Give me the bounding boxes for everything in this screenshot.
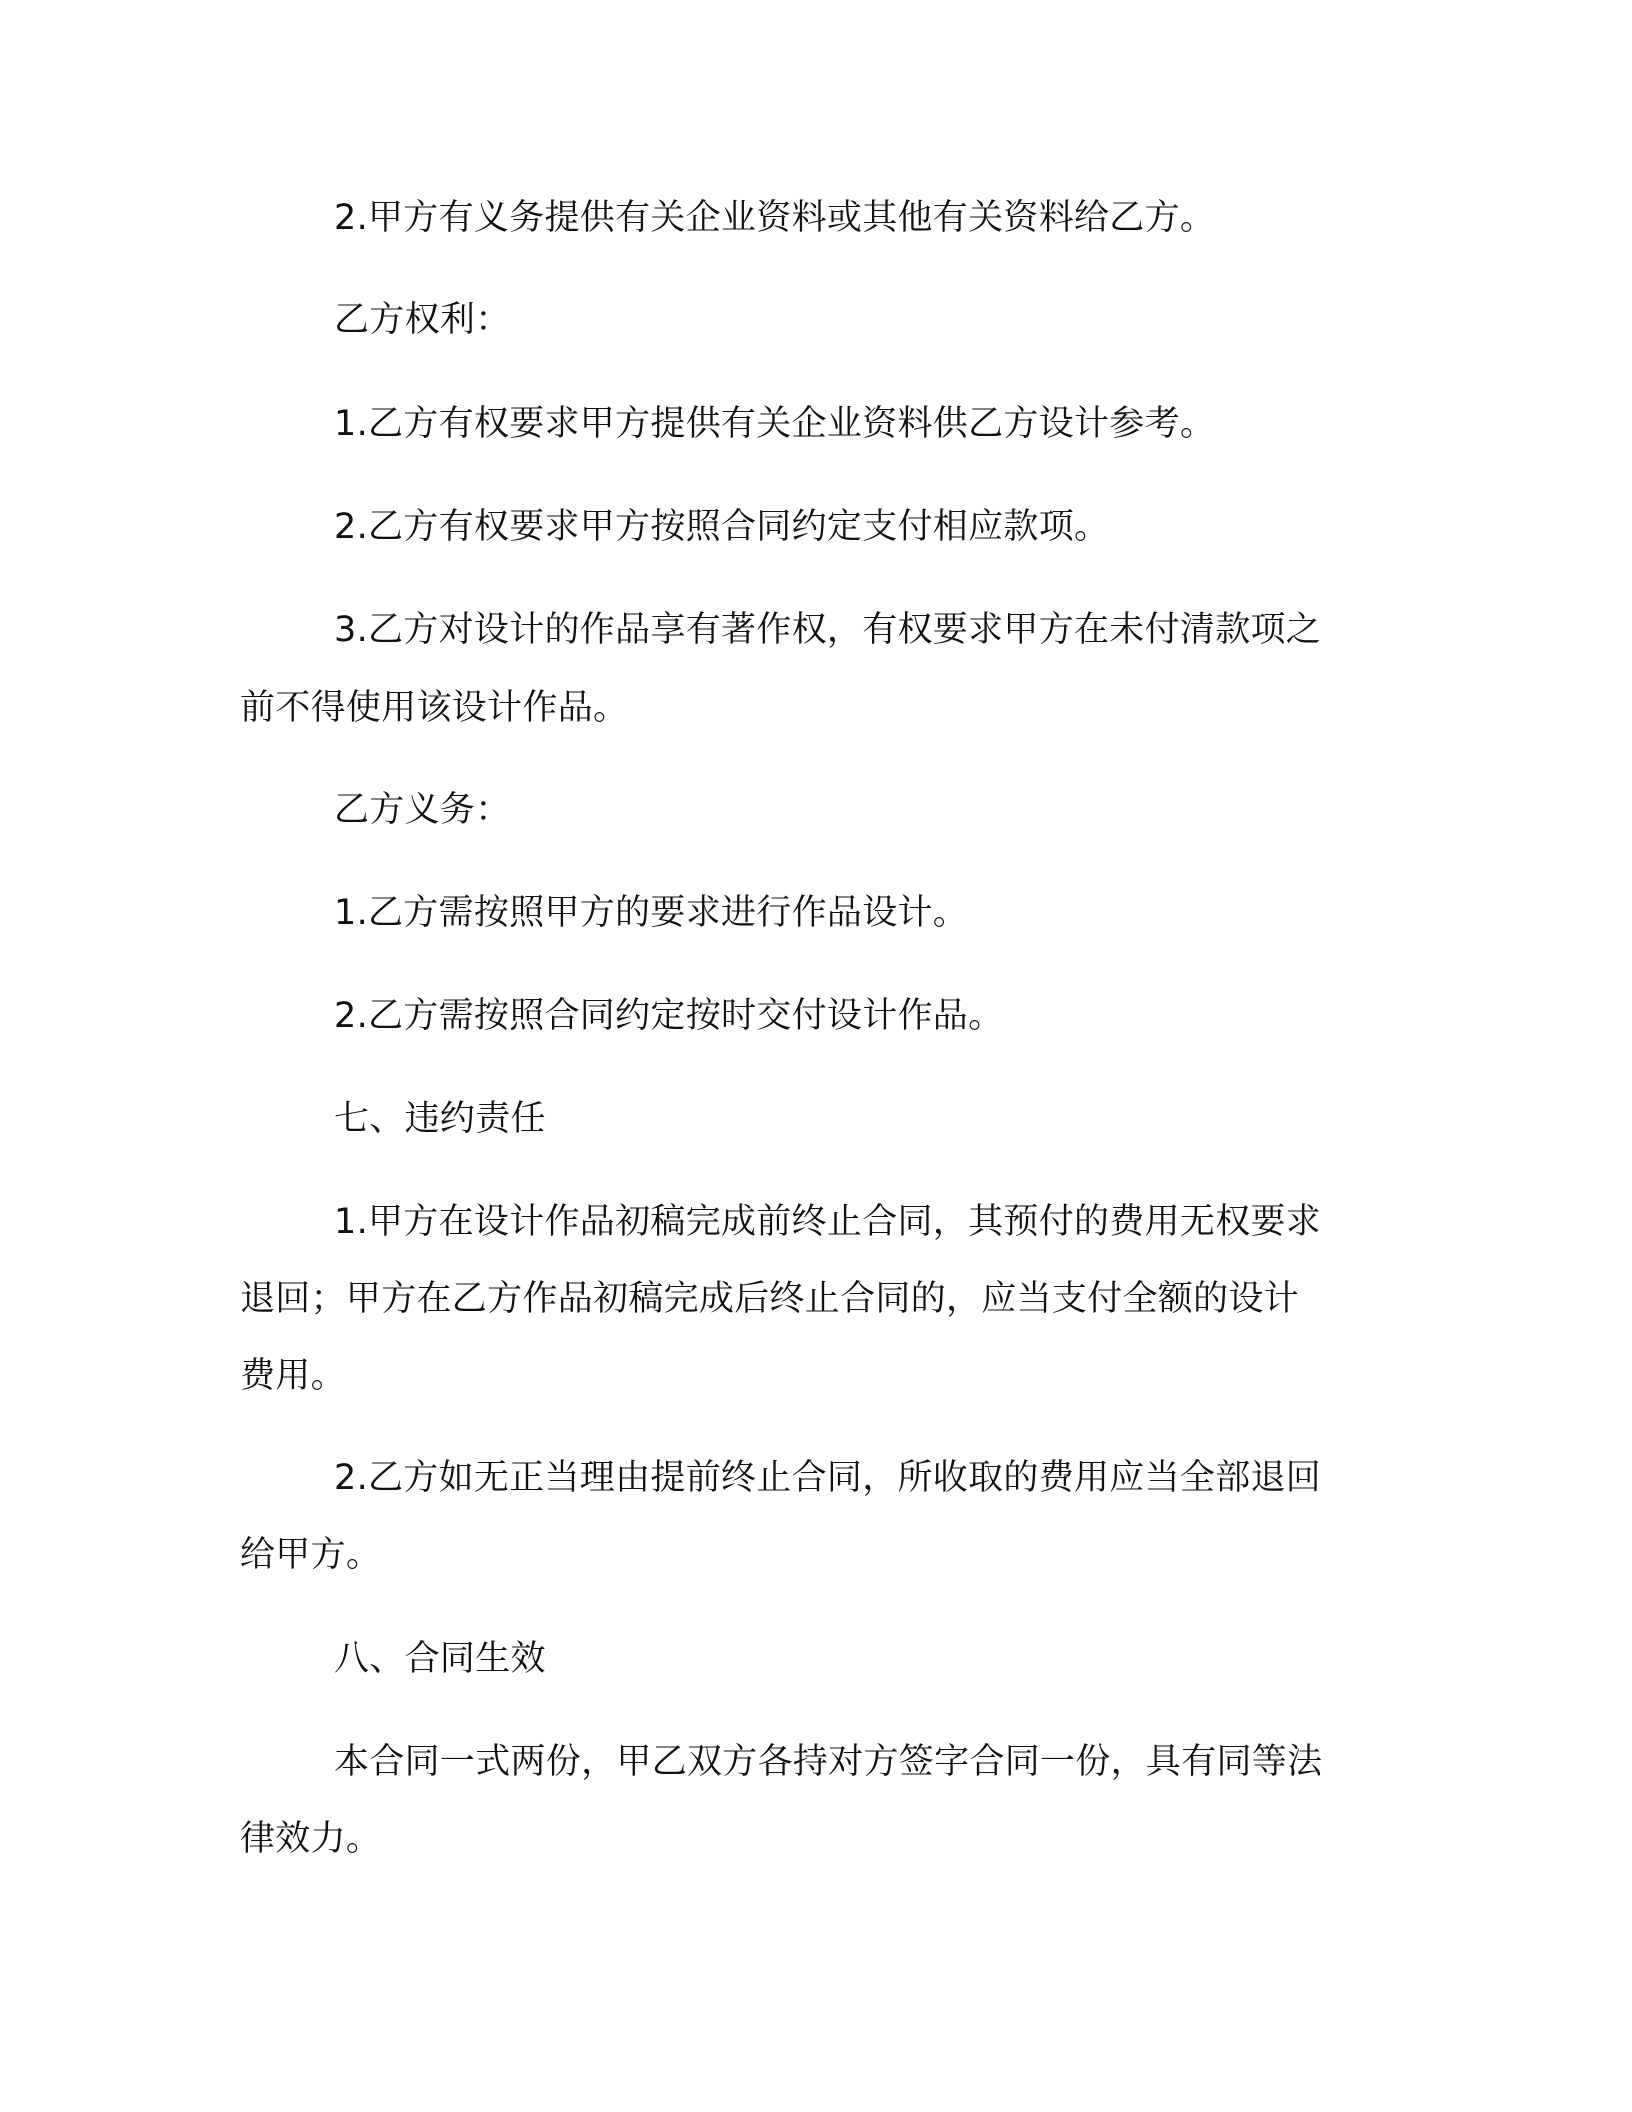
clause-party-a-obligation-2: 2.甲方有义务提供有关企业资料或其他有关资料给乙方。: [334, 198, 1216, 238]
clause-breach-1-line-3: 费用。: [240, 1356, 346, 1396]
clause-effect-line-1: 本合同一式两份，甲乙双方各持对方签字合同一份，具有同等法: [334, 1742, 1323, 1782]
heading-party-b-obligations: 乙方义务：: [334, 790, 511, 830]
clause-party-b-right-2: 2.乙方有权要求甲方按照合同约定支付相应款项。: [334, 507, 1110, 547]
clause-breach-1-line-1: 1.甲方在设计作品初稿完成前终止合同，其预付的费用无权要求: [334, 1202, 1322, 1242]
clause-breach-2-line-2: 给甲方。: [240, 1535, 382, 1575]
clause-party-b-obligation-1: 1.乙方需按照甲方的要求进行作品设计。: [334, 893, 969, 933]
clause-breach-2-line-1: 2.乙方如无正当理由提前终止合同，所收取的费用应当全部退回: [334, 1458, 1322, 1498]
heading-party-b-rights: 乙方权利：: [334, 300, 511, 340]
clause-effect-line-2: 律效力。: [240, 1819, 382, 1859]
clause-party-b-obligation-2: 2.乙方需按照合同约定按时交付设计作品。: [334, 996, 1004, 1036]
section-heading-breach-liability: 七、违约责任: [334, 1099, 546, 1139]
clause-party-b-right-1: 1.乙方有权要求甲方提供有关企业资料供乙方设计参考。: [334, 404, 1216, 444]
section-heading-contract-effect: 八、合同生效: [334, 1639, 546, 1679]
clause-party-b-right-3-line-1: 3.乙方对设计的作品享有著作权，有权要求甲方在未付清款项之: [334, 610, 1322, 650]
clause-breach-1-line-2: 退回；甲方在乙方作品初稿完成后终止合同的，应当支付全额的设计: [240, 1279, 1300, 1319]
clause-party-b-right-3-line-2: 前不得使用该设计作品。: [240, 688, 629, 728]
